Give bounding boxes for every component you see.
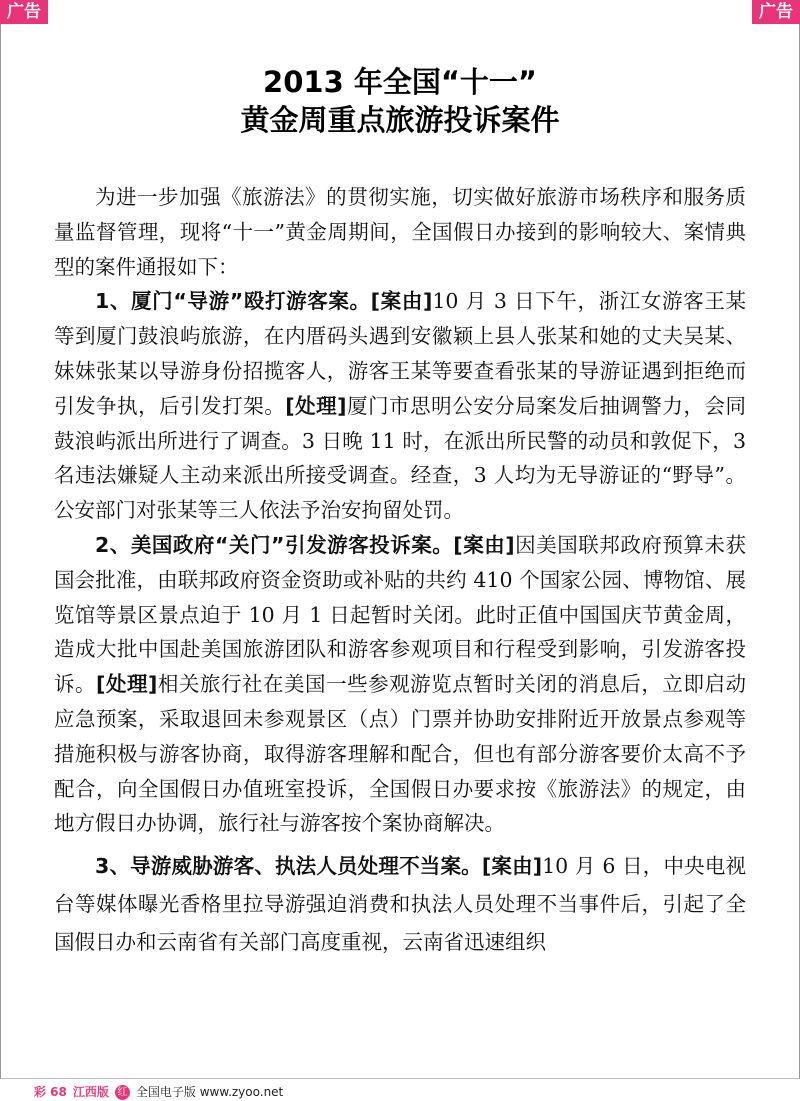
case-2-heading: 2、美国政府“关门”引发游客投诉案。 [95, 532, 454, 557]
case-2-handling-tag: [处理] [96, 672, 158, 697]
case-1-cause-tag: [案由] [370, 289, 433, 314]
case-2-handling: 相关旅行社在美国一些参观游览点暂时关闭的消息后，立即启动应急预案，采取退回未参观景区（点）门票并协助安排附近开放景点参观等措施积极与游客协商，取得游客理解和配合，但也有部分游客要价太高不予配合，向全国假日办值班室投诉，全国假日办要求按《旅游法》的规定，由地方假日办协调，旅行社与游客按个案协商解决。 [54, 672, 746, 836]
case-1-handling: 厦门市思明公安分局案发后抽调警力，会同鼓浪屿派出所进行了调查。3 日晚 11 时，在派出所民警的动员和敦促下，3 名违法嫌疑人主动来派出所接受调查。经查，3 人均为无导游证的“野导”。公安部门对张某等三人依法予治安拘留处罚。 [54, 393, 746, 523]
page-number: 彩 68 [34, 1085, 67, 1099]
case-3-cause-tag: [案由] [481, 854, 543, 879]
page-footer [34, 1083, 283, 1101]
case-1-heading: 1、厦门“导游”殴打游客案。 [95, 289, 371, 314]
site-link[interactable]: 全国电子版 www.zyoo.net [135, 1085, 284, 1099]
case-1-cause: 10 月 3 日下午，浙江女游客王某等到厦门鼓浪屿旅游，在内厝码头遇到安徽颖上县人张某和她的丈夫吴某、妹妹张某以导游身份招揽客人，游客王某等要查看张某的导游证遇到拒绝而引发争执，后引发打架。 [54, 289, 746, 418]
case-2-paragraph [54, 528, 746, 841]
intro-paragraph: 为进一步加强《旅游法》的贯彻实施，切实做好旅游市场秩序和服务质量监督管理，现将“十一”黄金周期间，全国假日办接到的影响较大、案情典型的案件通报如下： [54, 185, 746, 279]
case-3-cause: 10 月 6 日，中央电视台等媒体曝光香格里拉导游强迫消费和执法人员处理不当事件后，引起了全国假日办和云南省有关部门高度重视，云南省迅速组织 [54, 854, 747, 955]
ad-label-left: 广告 [0, 0, 48, 24]
article-body [54, 180, 746, 961]
case-3-paragraph [54, 847, 746, 961]
ad-label-right: 广告 [752, 0, 800, 24]
case-2-cause: 因美国联邦政府预算未获国会批准，由联邦政府资金资助或补贴的共约 410 个国家公园、博物馆、展览馆等景区景点迫于 10 月 1 日起暂时关闭。此时正值中国国庆节黄金周，造成大批中国赴美国旅游团队和游客参观项目和行程受到影响，引发游客投诉。 [54, 532, 746, 697]
brand-logo-icon: 红 [115, 1085, 130, 1100]
case-2-cause-tag: [案由] [453, 532, 515, 557]
page-title-line1: 2013 年全国“十一” [263, 65, 537, 99]
edition-label: 江西版 [72, 1085, 109, 1099]
case-1-paragraph [54, 284, 746, 528]
case-1-handling-tag: [处理] [285, 393, 347, 418]
case-3-heading: 3、导游威胁游客、执法人员处理不当案。 [95, 854, 482, 879]
page-title-line2: 黄金周重点旅游投诉案件 [240, 103, 560, 137]
